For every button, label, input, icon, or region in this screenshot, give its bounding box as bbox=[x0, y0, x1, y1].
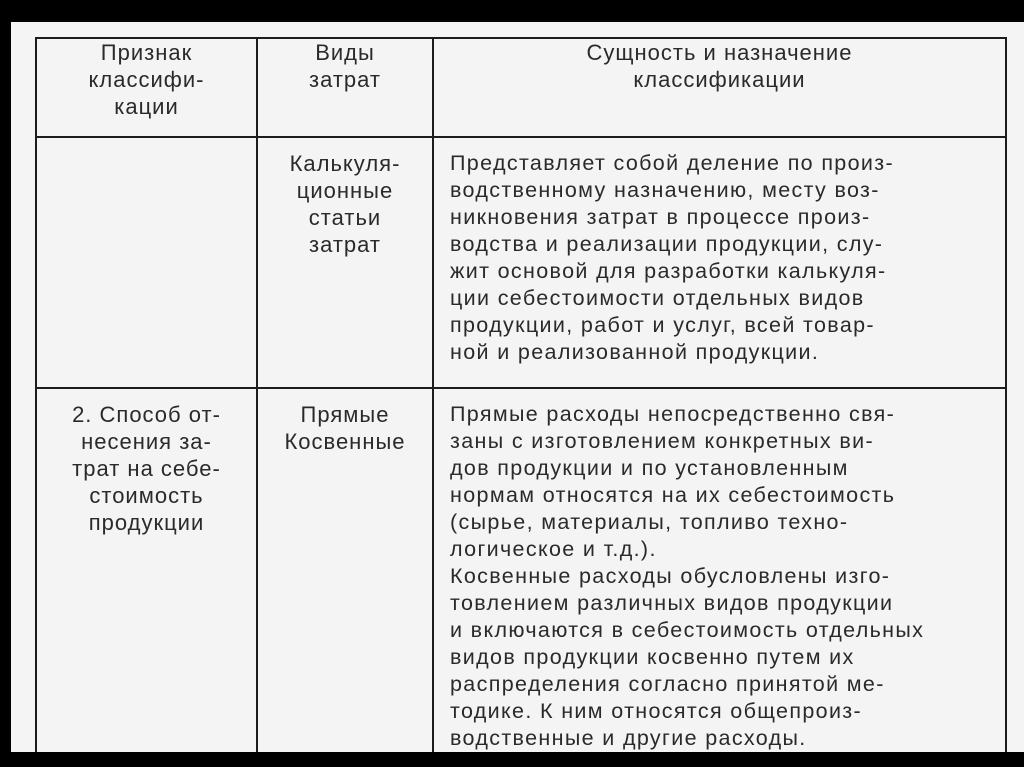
cell-cost-types: Калькуля- ционные статьи затрат bbox=[257, 137, 433, 388]
table-row bbox=[36, 137, 1006, 388]
cell-cost-types: Прямые Косвенные bbox=[257, 388, 433, 752]
description-line: ции себестоимости отдельных видов bbox=[450, 286, 865, 310]
header-criterion: Признак классифи- кации bbox=[36, 38, 257, 137]
description-line: тодике. К ним относятся общепроиз- bbox=[450, 699, 863, 723]
description-line: дов продукции и по установленным bbox=[450, 456, 849, 480]
description-line: Прямые расходы непосредственно свя- bbox=[450, 402, 896, 426]
description-line: водственному назначению, месту воз- bbox=[450, 178, 880, 202]
description-line: (сырье, материалы, топливо техно- bbox=[450, 510, 849, 534]
description-line: распределения согласно принятой ме- bbox=[450, 672, 885, 696]
description-line: Косвенные расходы обусловлены изго- bbox=[450, 564, 891, 588]
cell-criterion: 2. Способ от- несения за- трат на себе- стоимость продукции bbox=[36, 388, 257, 752]
description-line: никновения затрат в процессе произ- bbox=[450, 205, 871, 229]
description-line: заны с изготовлением конкретных ви- bbox=[450, 429, 874, 453]
document-page bbox=[11, 22, 1024, 752]
description-line: водственные и другие расходы. bbox=[450, 726, 807, 750]
description-line: логическое и т.д.). bbox=[450, 537, 657, 561]
description-line: и включаются в себестоимость отдельных bbox=[450, 618, 925, 642]
description-line: нормам относятся на их себестоимость bbox=[450, 483, 896, 507]
table-row bbox=[36, 388, 1006, 752]
description-line: Представляет собой деление по произ- bbox=[450, 151, 894, 175]
description-line: водства и реализации продукции, слу- bbox=[450, 232, 884, 256]
description-line: ной и реализованной продукции. bbox=[450, 340, 820, 364]
header-description: Сущность и назначение классификации bbox=[433, 38, 1006, 137]
cell-criterion bbox=[36, 137, 257, 388]
table-header-row bbox=[36, 38, 1006, 137]
cell-description bbox=[433, 388, 1006, 752]
description-line: жит основой для разработки калькуля- bbox=[450, 259, 887, 283]
cell-description bbox=[433, 137, 1006, 388]
description-line: видов продукции косвенно путем их bbox=[450, 645, 855, 669]
header-cost-types: Виды затрат bbox=[257, 38, 433, 137]
description-line: товлением различных видов продукции bbox=[450, 591, 894, 615]
classification-table bbox=[35, 37, 1007, 752]
description-line: продукции, работ и услуг, всей товар- bbox=[450, 313, 875, 337]
